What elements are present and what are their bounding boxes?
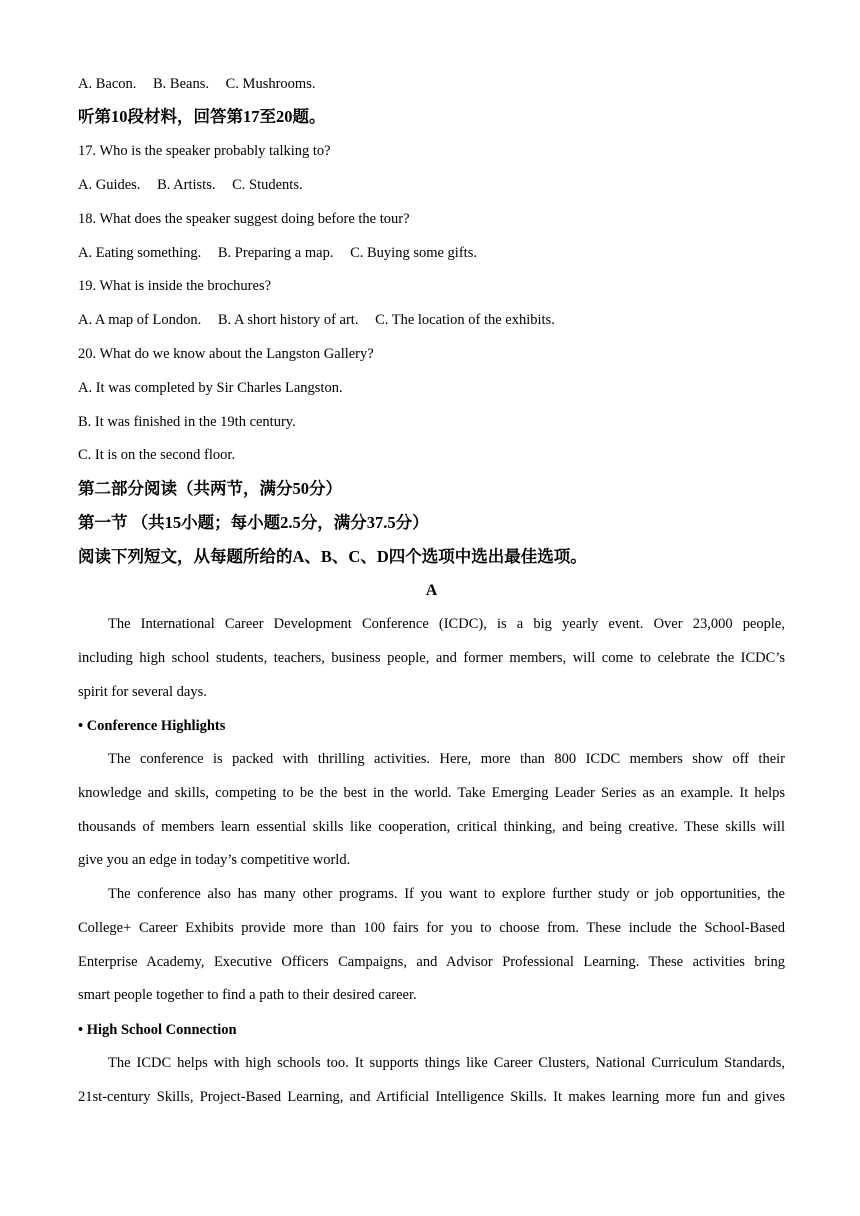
q17-stem: 17. Who is the speaker probably talking to?: [78, 143, 331, 159]
option-b: B. Artists.: [157, 177, 216, 193]
text-line: The ICDC helps with high schools too. It supports things like Career Clusters, National Curriculum Standards,: [108, 1055, 785, 1071]
option-c: C. The location of the exhibits.: [375, 312, 555, 328]
highlights-paragraph-2: [78, 878, 785, 1013]
option-a: A. A map of London.: [78, 312, 202, 328]
text-line: including high school students, teachers, business people, and former members, will come to celebrate the ICDC’s: [78, 649, 785, 666]
highlights-paragraph-1: [78, 743, 785, 878]
passage-label: A: [425, 582, 438, 599]
text-line: smart people together to find a path to their desired career.: [78, 987, 417, 1004]
q19-stem: 19. What is inside the brochures?: [78, 278, 272, 294]
q17-options: [78, 175, 785, 195]
text-line: 21st-century Skills, Project-Based Learning, and Artificial Intelligence Skills. It makes learning more fun and gives: [78, 1088, 785, 1105]
q18-options: [78, 243, 785, 263]
text-line: The conference is packed with thrilling activities. Here, more than 800 ICDC members show off their: [108, 751, 785, 767]
option-a: A. Eating something.: [78, 245, 202, 261]
connection-heading: • High School Connection: [78, 1022, 237, 1038]
text-line: College+ Career Exhibits provide more than 100 fairs for you to choose from. These include the School-Based: [78, 919, 785, 936]
q16-options: [78, 74, 785, 94]
section1-title: 第一节 （共15小题；每小题2.5分，满分37.5分）: [78, 513, 429, 532]
text-line: Enterprise Academy, Executive Officers Campaigns, and Advisor Professional Learning. These activities bring: [78, 953, 785, 970]
option-b: B. Preparing a map.: [217, 245, 334, 261]
q20-option-b: B. It was finished in the 19th century.: [78, 414, 296, 430]
option-c: C. Mushrooms.: [225, 76, 316, 92]
option-b: B. Beans.: [153, 76, 209, 92]
q20-option-a: A. It was completed by Sir Charles Langston.: [78, 380, 343, 396]
highlights-heading: • Conference Highlights: [78, 718, 226, 734]
text-line: thousands of members learn essential skills like cooperation, critical thinking, and being creative. These skills will: [78, 818, 785, 835]
text-line: knowledge and skills, competing to be the best in the world. Take Emerging Leader Series as an example. It helps: [78, 784, 785, 801]
part2-title: 第二部分阅读（共两节，满分50分）: [78, 479, 342, 498]
text-line: give you an edge in today’s competitive world.: [78, 852, 351, 869]
section10-instruction: 听第10段材料，回答第17至20题。: [78, 107, 326, 126]
option-c: C. Students.: [232, 177, 303, 193]
reading-instruction: 阅读下列短文，从每题所给的A、B、C、D四个选项中选出最佳选项。: [78, 547, 587, 566]
passage-intro: [78, 608, 785, 709]
q19-options: [78, 310, 785, 330]
option-c: C. Buying some gifts.: [350, 245, 477, 261]
text-line: The conference also has many other programs. If you want to explore further study or job opportunities, the: [108, 886, 785, 902]
q20-stem: 20. What do we know about the Langston Gallery?: [78, 346, 374, 362]
option-a: A. Guides.: [78, 177, 141, 193]
text-line: spirit for several days.: [78, 683, 207, 700]
q20-option-c: C. It is on the second floor.: [78, 447, 236, 463]
text-line: The International Career Development Conference (ICDC), is a big yearly event. Over 23,000 people,: [108, 616, 785, 632]
q18-stem: 18. What does the speaker suggest doing before the tour?: [78, 211, 410, 227]
option-b: B. A short history of art.: [217, 312, 359, 328]
connection-paragraph-1: [78, 1047, 785, 1115]
option-a: A. Bacon.: [78, 76, 137, 92]
